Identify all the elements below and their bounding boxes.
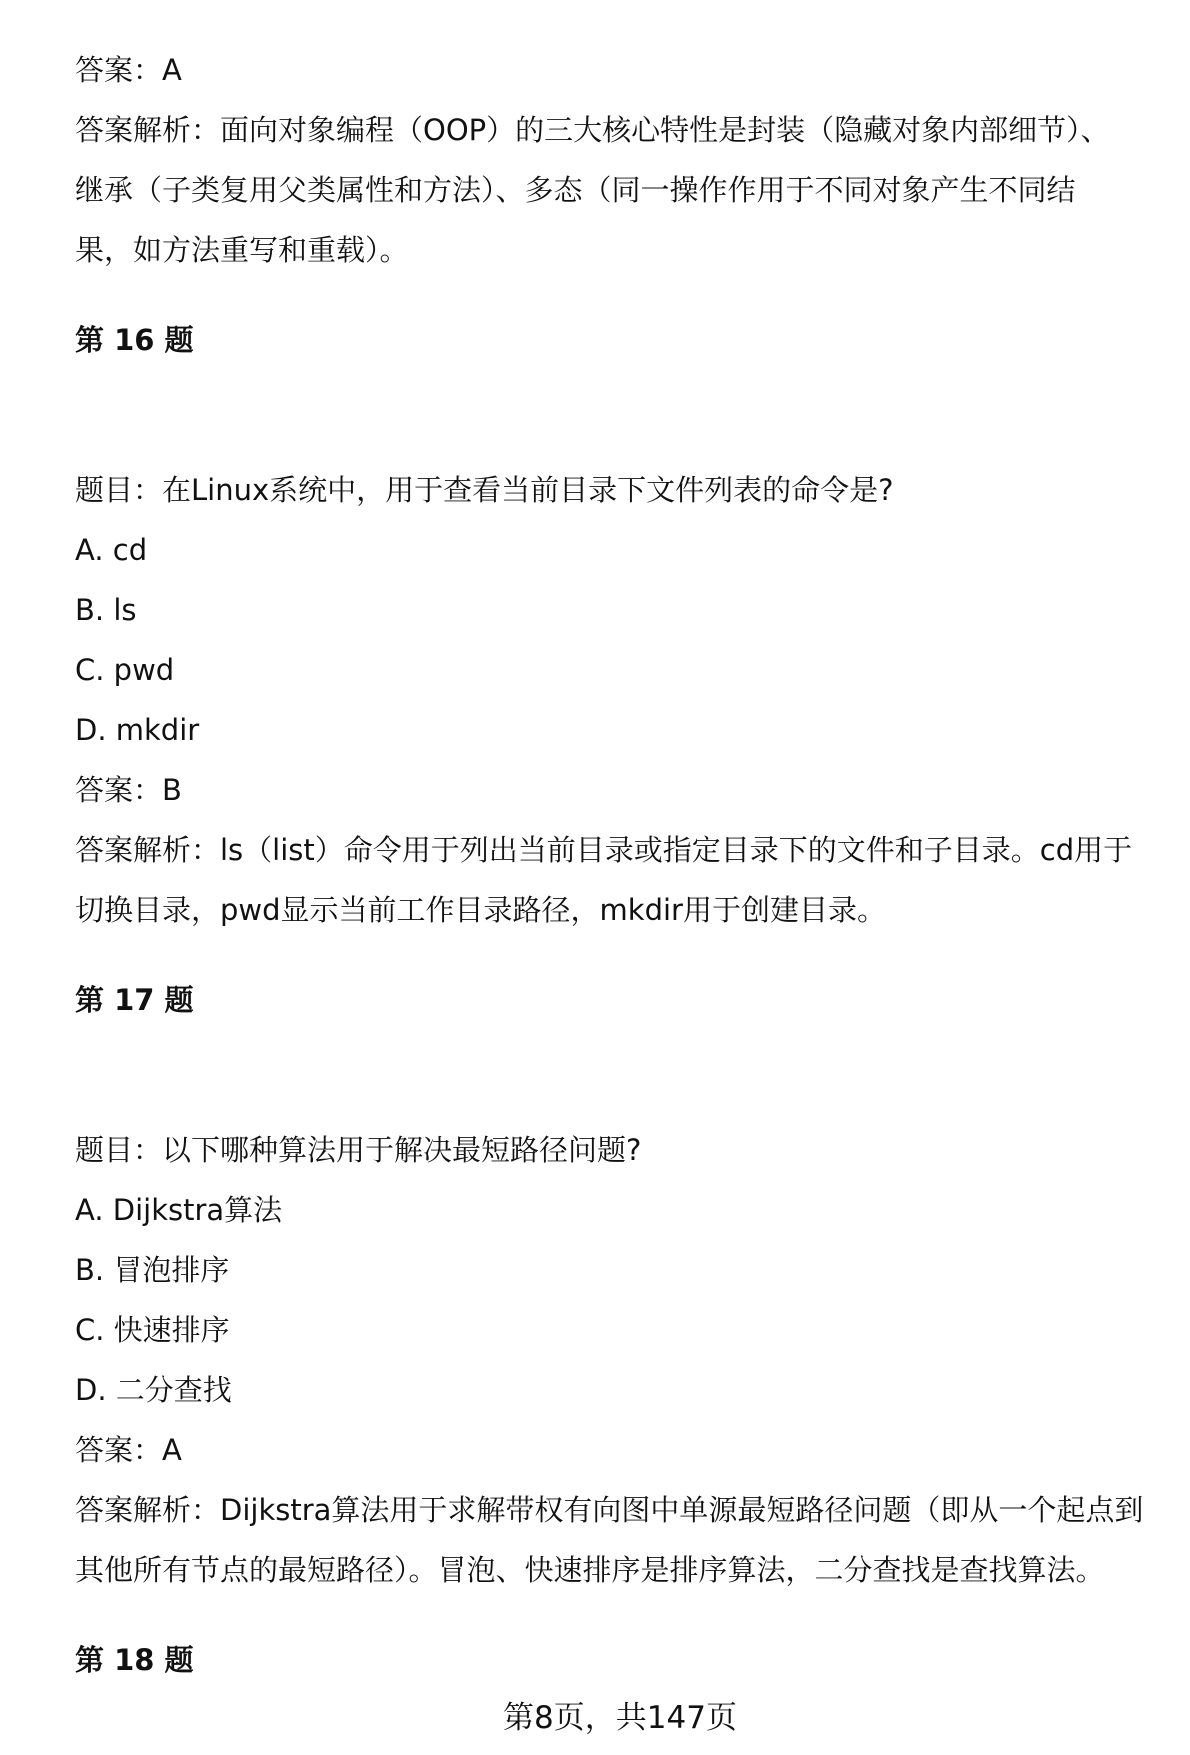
- question-text: 题目：以下哪种算法用于解决最短路径问题?: [75, 1133, 642, 1167]
- option-d: D. 二分查找: [75, 1373, 232, 1407]
- option-c: C. pwd: [75, 653, 175, 687]
- option-a: A. Dijkstra算法: [75, 1193, 283, 1227]
- question-heading-18: 第 18 题: [75, 1643, 194, 1677]
- explanation-line: 其他所有节点的最短路径）。冒泡、快速排序是排序算法，二分查找是查找算法。: [75, 1553, 1105, 1587]
- question-heading-16: 第 16 题: [75, 323, 194, 357]
- question-text: 题目：在Linux系统中，用于查看当前目录下文件列表的命令是?: [75, 473, 894, 507]
- explanation-line: 答案解析：面向对象编程（OOP）的三大核心特性是封装（隐藏对象内部细节）、: [75, 113, 1110, 147]
- page-indicator: 第8页，共147页: [503, 1700, 737, 1736]
- answer-line: 答案：A: [75, 53, 182, 87]
- option-b: B. ls: [75, 593, 137, 627]
- answer-line: 答案：A: [75, 1433, 182, 1467]
- explanation-line: 果，如方法重写和重载）。: [75, 233, 409, 267]
- option-b: B. 冒泡排序: [75, 1253, 230, 1287]
- option-a: A. cd: [75, 533, 148, 567]
- explanation-line: 答案解析：ls（list）命令用于列出当前目录或指定目录下的文件和子目录。cd用于: [75, 833, 1133, 867]
- option-c: C. 快速排序: [75, 1313, 230, 1347]
- explanation-line: 继承（子类复用父类属性和方法）、多态（同一操作作用于不同对象产生不同结: [75, 173, 1076, 207]
- answer-line: 答案：B: [75, 773, 182, 807]
- option-d: D. mkdir: [75, 713, 200, 747]
- explanation-line: 答案解析：Dijkstra算法用于求解带权有向图中单源最短路径问题（即从一个起点到: [75, 1493, 1144, 1527]
- explanation-line: 切换目录，pwd显示当前工作目录路径，mkdir用于创建目录。: [75, 893, 886, 927]
- question-heading-17: 第 17 题: [75, 983, 194, 1017]
